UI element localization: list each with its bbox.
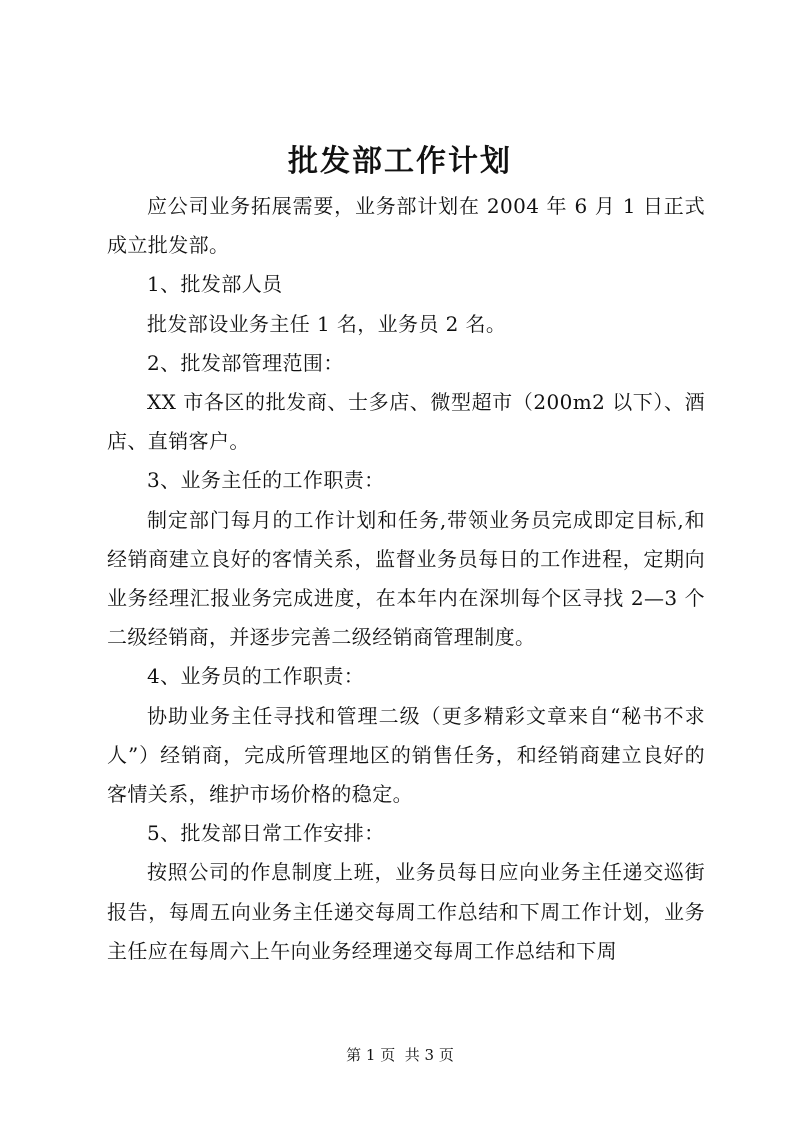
page-number-label: 第 1 页 共 3 页 (346, 1046, 454, 1064)
paragraph-intro: 应公司业务拓展需要，业务部计划在 2004 年 6 月 1 日正式成立批发部。 (107, 194, 705, 258)
paragraph-daily-schedule: 按照公司的作息制度上班，业务员每日应向业务主任递交巡街报告，每周五向业务主任递交每周工作总结和下周工作计划，业务主任应在每周六上午向业务经理递交每周工作总结和下周 (107, 860, 705, 963)
section-heading-1: 1、批发部人员 (147, 272, 283, 297)
paragraph-staffing: 批发部设业务主任 1 名，业务员 2 名。 (147, 311, 507, 336)
section-heading-3: 3、业务主任的工作职责： (147, 468, 385, 493)
paragraph-scope: XX 市各区的批发商、士多店、微型超市（200m2 以下）、酒店、直销客户。 (107, 390, 705, 454)
document-body (107, 187, 705, 971)
section-heading-4: 4、业务员的工作职责： (147, 664, 365, 689)
section-heading-5: 5、批发部日常工作安排： (147, 821, 385, 846)
section-heading-2: 2、批发部管理范围： (147, 350, 344, 375)
document-title: 批发部工作计划 (288, 144, 512, 179)
paragraph-salesman-duties: 协助业务主任寻找和管理二级（更多精彩文章来自“秘书不求人”）经销商，完成所管理地区的销售任务，和经销商建立良好的客情关系，维护市场价格的稳定。 (107, 703, 705, 807)
page-footer (0, 1045, 800, 1065)
paragraph-supervisor-duties: 制定部门每月的工作计划和任务,带领业务员完成即定目标,和经销商建立良好的客情关系，监督业务员每日的工作进程，定期向业务经理汇报业务完成进度，在本年内在深圳每个区寻找 2—3 个二级经销商，并逐步完善二级经销商管理制度。 (107, 507, 705, 650)
